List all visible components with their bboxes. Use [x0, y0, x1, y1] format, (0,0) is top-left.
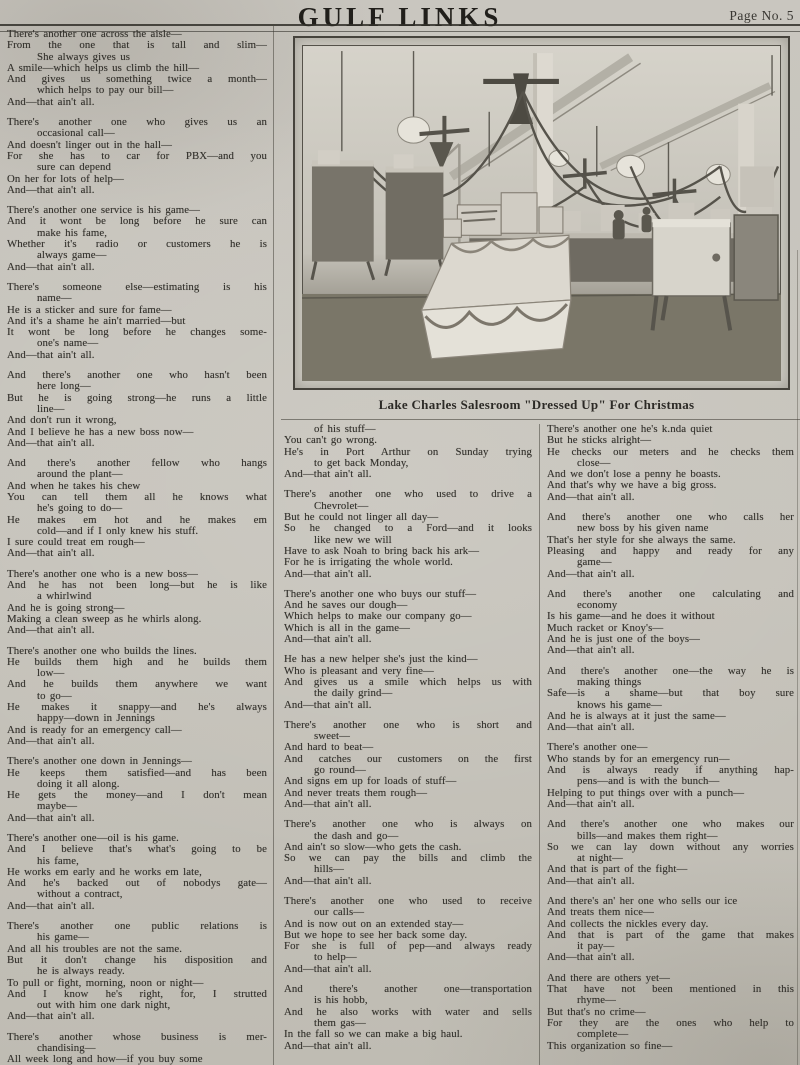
poem-line: And—that ain't all.	[547, 567, 635, 580]
stanza	[7, 569, 267, 637]
poem-line: name—	[37, 292, 72, 305]
poem-line: he's going to do—	[37, 502, 123, 515]
poem-line: And signs em up for loads of stuff—	[284, 775, 457, 788]
poem-line: sure can depend	[37, 161, 112, 174]
poem-line: He checks our meters and he checks them	[547, 445, 794, 458]
poem-line: There's another one who buys our stuff—	[284, 587, 477, 600]
poem-line: And it wont be long before he sure can	[7, 215, 267, 228]
stanza	[284, 489, 532, 579]
poem-line: to go—	[37, 689, 72, 702]
poem-line: He gets the money—and I don't mean	[7, 789, 267, 802]
poem-line: So he changed to a Ford—and it looks	[284, 522, 532, 535]
poem-line: his game—	[37, 931, 89, 944]
stanza	[547, 819, 794, 887]
poem-line: pens—and is with the bunch—	[577, 775, 720, 788]
poem-line: There's another one—oil is his game.	[7, 832, 179, 844]
stanza	[7, 756, 267, 824]
poem-line: There's another one down in Jennings—	[7, 755, 192, 768]
poem-line: And there's another one who makes our	[547, 818, 794, 831]
poem-line: So we can pay the bills and climb the	[284, 852, 532, 865]
poem-line: Helping to put things over with a punch—	[547, 786, 745, 799]
stanza	[7, 117, 267, 196]
poem-line: Who is pleasant and very fine—	[284, 664, 434, 677]
poem-line: For he is irrigating the whole world.	[284, 556, 453, 569]
stanza	[284, 896, 532, 975]
poem-line: And—that ain't all.	[7, 624, 95, 637]
poem-line: And he also works with water and sells	[284, 1005, 532, 1018]
stanza	[7, 1032, 267, 1065]
poem-line: And doesn't linger out in the hall—	[7, 138, 172, 151]
poem-line: to help—	[314, 951, 357, 964]
poem-line: Whether it's radio or customers he is	[7, 238, 267, 251]
stanza	[7, 921, 267, 1023]
column-divider	[273, 26, 274, 1065]
poem-line: go round—	[314, 764, 366, 777]
poem-line: There's another one who builds the lines.	[7, 644, 197, 657]
poem-line: knows his game—	[577, 698, 662, 711]
poem-line: There's another one he's k.nda quiet	[547, 423, 713, 435]
poem-line: sweet—	[314, 730, 350, 743]
poem-line: them gas—	[314, 1016, 366, 1029]
poem-line: And ain't so slow—who gets the cash.	[284, 840, 462, 853]
poem-line: And hard to beat—	[284, 741, 374, 754]
poem-line: rhyme—	[577, 994, 616, 1007]
poem-line: And is always ready if anything hap-	[547, 764, 794, 777]
poem-line: our calls—	[314, 906, 365, 919]
poem-line: And—that ain't all.	[547, 490, 635, 503]
poem-line: There's another one who used to receive	[284, 894, 532, 907]
poem-line: Pleasing and happy and ready for any	[547, 544, 794, 557]
page-edge-line	[797, 250, 798, 1065]
poem-line: And—that ain't all.	[284, 1039, 372, 1052]
stanza	[547, 424, 794, 503]
poem-line: He keeps them satisfied—and has been	[7, 766, 267, 779]
poem-line: So we can lay down without any worries	[547, 840, 794, 853]
stanza	[547, 742, 794, 810]
poem-line: happy—down in Jennings	[37, 712, 155, 725]
stanza	[547, 512, 794, 580]
stanza	[7, 282, 267, 361]
poem-line: But he could not linger all day—	[284, 511, 439, 524]
stanza	[7, 833, 267, 912]
stanza	[7, 205, 267, 273]
poem-line: always game—	[37, 249, 107, 262]
poem-line: And gives us something twice a month—	[7, 73, 267, 86]
poem-line: one's name—	[37, 337, 99, 350]
poem-line: Making a clean sweep as he whirls along.	[7, 612, 202, 625]
poem-line: On her for lots of help—	[7, 172, 124, 185]
stanza	[284, 654, 532, 710]
poem-line: And—that ain't all.	[284, 874, 372, 887]
poem-line: at night—	[577, 852, 623, 865]
poem-line: And collects the nickles every day.	[547, 917, 709, 930]
poem-line: And treats them nice—	[547, 906, 655, 919]
poem-line: around the plant—	[37, 468, 123, 481]
poem-line: Have to ask Noah to bring back his ark—	[284, 544, 480, 557]
poem-line: There's another whose business is mer-	[7, 1030, 267, 1043]
poem-line: He's in Port Arthur on Sunday trying	[284, 445, 532, 458]
poem-line: And that's why we have a big gross.	[547, 479, 717, 492]
poem-line: There's another one—	[547, 741, 648, 754]
poem-line: And—that ain't all.	[284, 633, 372, 646]
poem-line: There's another one who is a new boss—	[7, 567, 199, 580]
page-number: Page No. 5	[729, 8, 794, 23]
poem-line: And all his troubles are not the same.	[7, 942, 183, 955]
poem-column-right	[547, 424, 794, 1061]
poem-line: And there are others yet—	[547, 971, 671, 984]
stanza	[547, 589, 794, 657]
poem-line: Is his game—and he does it without	[547, 610, 715, 623]
poem-line: Which is all in the game—	[284, 621, 411, 634]
page-title: GULF LINKS	[297, 2, 503, 32]
poem-line: bills—and makes them right—	[577, 829, 718, 842]
column-divider	[539, 424, 540, 1065]
poem-line: And he saves our dough—	[284, 599, 408, 612]
poem-line: And—that ain't all.	[547, 721, 635, 734]
poem-line: new boss by his given name	[577, 522, 709, 535]
poem-column-left	[7, 29, 267, 1065]
poem-line: And—that ain't all.	[7, 436, 95, 449]
poem-line: He is a sticker and sure for fame—	[7, 303, 172, 316]
poem-line: And gives us a smile which helps us with	[284, 675, 532, 688]
poem-line: making things	[577, 675, 642, 688]
stanza	[7, 646, 267, 748]
poem-line: And—that ain't all.	[284, 468, 372, 481]
poem-line: is his hobb,	[314, 994, 368, 1007]
poem-line: There's someone else—estimating is his	[7, 280, 267, 293]
poem-line: He builds them high and he builds them	[7, 655, 267, 668]
salesroom-photo-illustration	[302, 45, 781, 381]
poem-line: And—that ain't all.	[284, 962, 372, 975]
stanza	[547, 666, 794, 734]
poem-line: And—that ain't all.	[7, 734, 95, 747]
poem-line: And—that ain't all.	[547, 874, 635, 887]
poem-line: And—that ain't all.	[7, 95, 95, 108]
poem-line: There's another one across the aisle—	[7, 28, 182, 40]
poem-line: And is ready for an emergency call—	[7, 723, 182, 736]
poem-line: close—	[577, 456, 611, 469]
poem-line: it pay—	[577, 940, 615, 953]
stanza	[7, 458, 267, 560]
poem-line: game—	[577, 556, 612, 569]
poem-line: make his fame,	[37, 226, 108, 239]
poem-line: And he is always at it just the same—	[547, 709, 726, 722]
poem-line: From the one that is tall and slim—	[7, 39, 267, 52]
poem-line: And is now out on an extended stay—	[284, 917, 464, 930]
poem-line: And—that ain't all.	[7, 547, 95, 560]
poem-line: I sure could treat em rough—	[7, 536, 145, 549]
poem-line: And—that ain't all.	[7, 1010, 95, 1023]
poem-line: And there's another one who calls her	[547, 511, 794, 524]
poem-line: And when he takes his chew	[7, 479, 141, 492]
poem-line: But he is going strong—he runs a little	[7, 391, 267, 404]
poem-line: Who stands by for an emergency run—	[547, 752, 730, 765]
poem-line: And he builds them anywhere we want	[7, 678, 267, 691]
poem-line: And there's another one calculating and	[547, 587, 794, 600]
poem-line: complete—	[577, 1028, 629, 1041]
poem-line: And—that ain't all.	[547, 951, 635, 964]
poem-line: here long—	[37, 380, 91, 393]
poem-line: And I believe he has a new boss now—	[7, 425, 194, 438]
poem-line: That's her style for she always the same.	[547, 533, 736, 546]
poem-line: He makes it snappy—and he's always	[7, 701, 267, 714]
poem-line: Chevrolet—	[314, 499, 369, 512]
poem-line: without a contract,	[37, 888, 123, 901]
stanza	[284, 819, 532, 887]
poem-line: And—that ain't all.	[284, 698, 372, 711]
poem-line: There's another one who gives us an	[7, 116, 267, 129]
poem-line: And that is part of the game that makes	[547, 928, 794, 941]
stanza	[284, 589, 532, 645]
poem-line: There's another one public relations is	[7, 920, 267, 933]
poem-line: And never treats them rough—	[284, 786, 428, 799]
poem-line: cold—and if I only knew his stuff.	[37, 524, 199, 537]
poem-line: And there's another fellow who hangs	[7, 457, 267, 470]
poem-line: chandising—	[37, 1042, 96, 1055]
poem-line: There's another one who is always on	[284, 818, 532, 831]
caption-rule	[281, 419, 800, 420]
poem-line: And he is going strong—	[7, 601, 125, 614]
poem-line: There's another one service is his game—	[7, 204, 201, 217]
poem-line: And catches our customers on the first	[284, 752, 532, 765]
poem-line: doing it all along.	[37, 777, 120, 790]
poem-line: You can't go wrong.	[284, 434, 378, 447]
poem-line: All week long and how—if you buy some	[7, 1053, 203, 1065]
poem-line: And—that ain't all.	[7, 899, 95, 912]
poem-line: And—that ain't all.	[284, 567, 372, 580]
poem-line: And he's backed out of nobodys gate—	[7, 877, 267, 890]
poem-line: He has a new helper she's just the kind—	[284, 653, 478, 666]
poem-line: A smile—which helps us climb the hill—	[7, 61, 200, 74]
poem-line: That have not been mentioned in this	[547, 983, 794, 996]
salesroom-photo	[293, 36, 790, 390]
poem-line: But he sticks alright—	[547, 434, 652, 447]
stanza	[284, 720, 532, 810]
poem-line: And—that ain't all.	[284, 797, 372, 810]
poem-line: And I believe that's what's going to be	[7, 843, 267, 856]
poem-line: And there's another one who hasn't been	[7, 369, 267, 382]
photo-caption: Lake Charles Salesroom "Dressed Up" For Christmas	[378, 397, 695, 412]
poem-line: low—	[37, 667, 65, 680]
stanza	[284, 984, 532, 1052]
poem-line: He makes em hot and he makes em	[7, 513, 267, 526]
poem-line: In the fall so we can make a big haul.	[284, 1028, 463, 1041]
stanza	[7, 370, 267, 449]
poem-line: the daily grind—	[314, 687, 393, 700]
poem-line: maybe—	[37, 800, 78, 813]
poem-column-middle	[284, 424, 532, 1061]
poem-line: Safe—is a shame—but that boy sure	[547, 687, 794, 700]
poem-line: To pull or fight, morning, noon or night—	[7, 976, 204, 989]
poem-line: he is always ready.	[37, 965, 125, 978]
poem-line: economy	[577, 599, 618, 612]
poem-line: And—that ain't all.	[7, 183, 95, 196]
stanza	[284, 424, 532, 480]
poem-line: But that's no crime—	[547, 1005, 646, 1018]
poem-line: And there's an' her one who sells our ice	[547, 894, 738, 907]
poem-line: And we don't lose a penny he boasts.	[547, 468, 721, 481]
poem-line: And he is just one of the boys—	[547, 633, 701, 646]
poem-line: And—that ain't all.	[7, 811, 95, 824]
poem-line: But we hope to see her back some day.	[284, 928, 468, 941]
poem-line: And—that ain't all.	[547, 644, 635, 657]
poem-line: occasional call—	[37, 127, 115, 140]
poem-line: out with him one dark night,	[37, 999, 171, 1012]
poem-line: But it don't change his disposition and	[7, 953, 267, 966]
poem-line: And that is part of the fight—	[547, 863, 688, 876]
poem-line: of his stuff—	[314, 423, 376, 435]
poem-line: And there's another one—transportation	[284, 983, 532, 996]
stanza	[547, 973, 794, 1052]
stanza	[547, 896, 794, 964]
poem-line: He works em early and he works em late,	[7, 865, 202, 878]
poem-line: hills—	[314, 863, 344, 876]
poem-line: This organization so fine—	[547, 1039, 673, 1052]
poem-line: like new we will	[314, 533, 392, 546]
poem-line: She always gives us	[37, 50, 131, 63]
poem-line: And there's another one—the way he is	[547, 664, 794, 677]
poem-line: Much racket or Knoy's—	[547, 621, 664, 634]
poem-line: You can tell them all he knows what	[7, 490, 267, 503]
poem-line: line—	[37, 402, 65, 415]
poem-line: And—that ain't all.	[7, 260, 95, 273]
poem-line: And he has not been long—but he is like	[7, 579, 267, 592]
poem-line: his fame,	[37, 854, 79, 867]
poem-line: For they are the ones who help to	[547, 1016, 794, 1029]
poem-line: For she is full of pep—and always ready	[284, 940, 532, 953]
poem-line: And don't run it wrong,	[7, 414, 117, 427]
poem-line: There's another one who used to drive a	[284, 488, 532, 501]
poem-line: which helps to pay our bill—	[37, 84, 174, 97]
poem-line: For she has to car for PBX—and you	[7, 149, 267, 162]
poem-line: a whirlwind	[37, 590, 92, 603]
poem-line: There's another one who is short and	[284, 718, 532, 731]
stanza	[7, 29, 267, 108]
poem-line: It wont be long before he changes some-	[7, 326, 267, 339]
poem-line: the dash and go—	[314, 829, 399, 842]
poem-line: And it's a shame he ain't married—but	[7, 314, 186, 327]
poem-line: And—that ain't all.	[547, 797, 635, 810]
poem-line: And—that ain't all.	[7, 348, 95, 361]
poem-line: to get back Monday,	[314, 456, 409, 469]
poem-line: Which helps to make our company go—	[284, 610, 472, 623]
poem-line: And I know he's right, for, I strutted	[7, 987, 267, 1000]
